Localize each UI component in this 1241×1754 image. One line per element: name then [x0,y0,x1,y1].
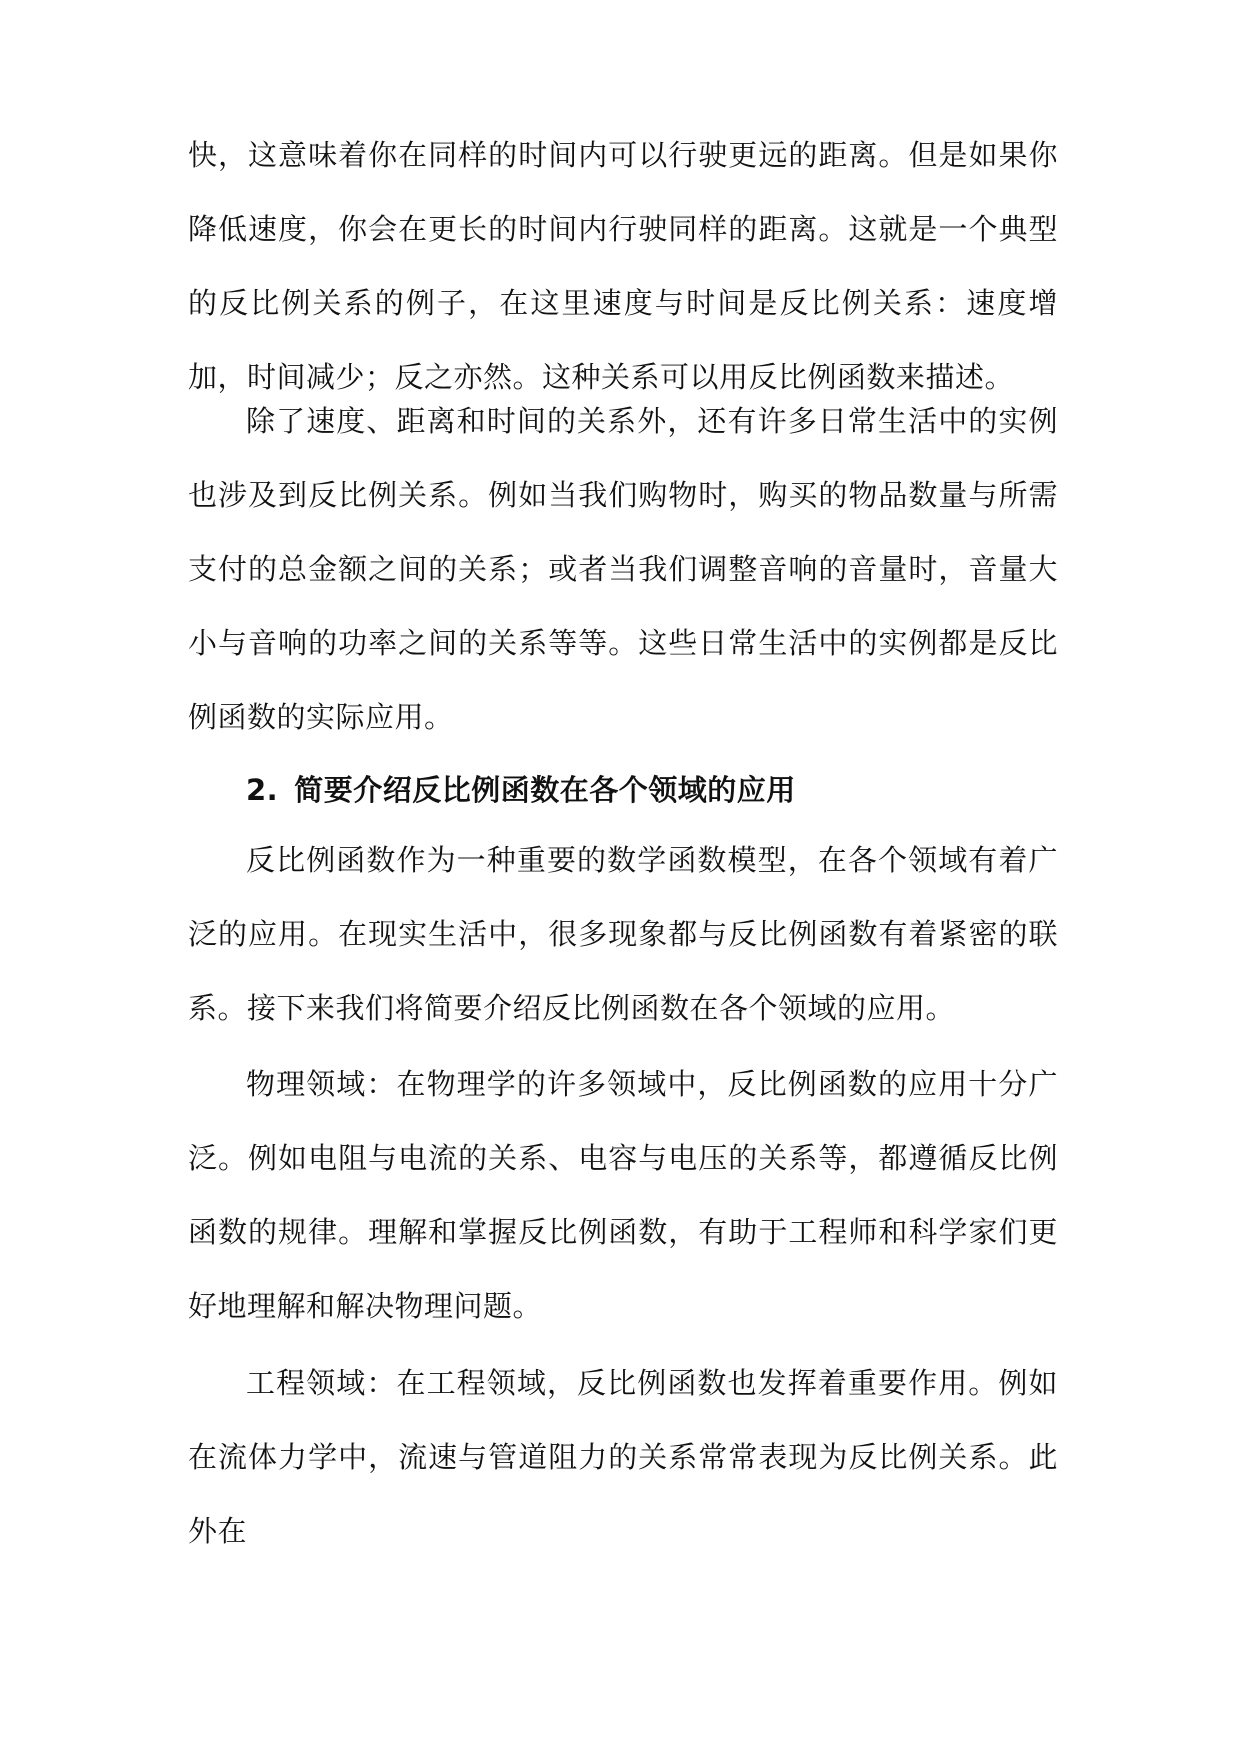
section-title: 简要介绍反比例函数在各个领域的应用 [294,773,796,807]
paragraph-intro-applications: 反比例函数作为一种重要的数学函数模型，在各个领域有着广泛的应用。在现实生活中，很多现象都与反比例函数有着紧密的联系。接下来我们将简要介绍反比例函数在各个领域的应用。 [188,843,1058,1025]
paragraph-engineering-field: 工程领域：在工程领域，反比例函数也发挥着重要作用。例如在流体力学中，流速与管道阻力的关系常常表现为反比例关系。此外在 [188,1366,1058,1548]
paragraph-speed-time: 快，这意味着你在同样的时间内可以行驶更远的距离。但是如果你降低速度，你会在更长的时间内行驶同样的距离。这就是一个典型的反比例关系的例子，在这里速度与时间是反比例关系：速度增加，时间减少；反之亦然。这种关系可以用反比例函数来描述。 [188,138,1058,394]
section-number: 2. [246,773,279,807]
section-heading [246,770,1056,810]
paragraph-daily-life-examples: 除了速度、距离和时间的关系外，还有许多日常生活中的实例也涉及到反比例关系。例如当我们购物时，购买的物品数量与所需支付的总金额之间的关系；或者当我们调整音响的音量时，音量大小与音响的功率之间的关系等等。这些日常生活中的实例都是反比例函数的实际应用。 [188,404,1058,734]
paragraph-physics-field: 物理领域：在物理学的许多领域中，反比例函数的应用十分广泛。例如电阻与电流的关系、电容与电压的关系等，都遵循反比例函数的规律。理解和掌握反比例函数，有助于工程师和科学家们更好地理解和解决物理问题。 [188,1067,1058,1323]
